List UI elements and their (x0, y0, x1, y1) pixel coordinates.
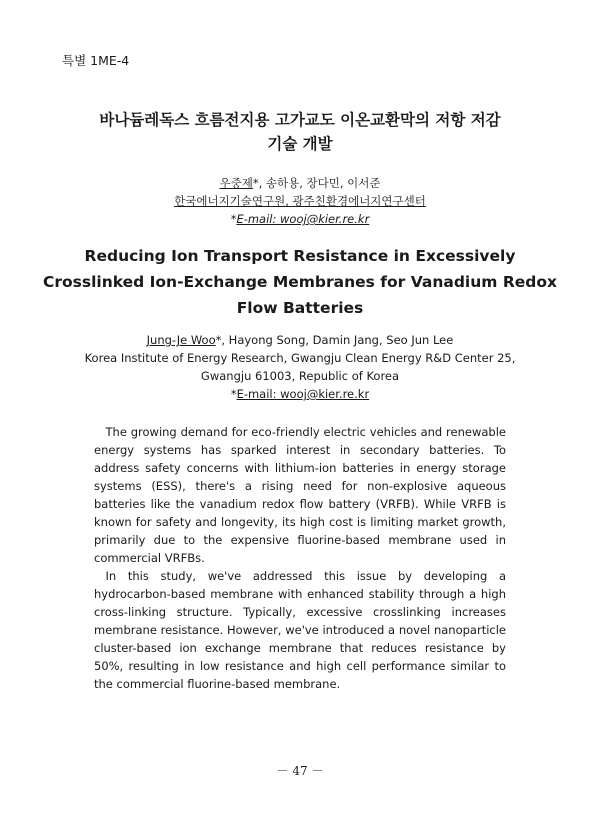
english-title-line3: Flow Batteries (236, 299, 364, 317)
english-affiliation-line1: Korea Institute of Energy Research, Gwangju Clean Energy R&D Center 25, (84, 351, 516, 365)
english-authors-block (40, 331, 560, 403)
korean-email-line (40, 210, 560, 228)
english-authors (40, 331, 560, 349)
english-email-asterisk: * (230, 387, 237, 401)
korean-presenter: 우중제 (219, 176, 253, 190)
korean-title-line1: 바나듐레독스 흐름전지용 고가교도 이온교환막의 저항 저감 (99, 111, 501, 129)
english-affiliation-line2: Gwangju 61003, Republic of Korea (200, 369, 400, 383)
korean-coauthors: *, 송하용, 장다민, 이서준 (252, 176, 381, 190)
abstract-paragraph-1: The growing demand for eco-friendly electric vehicles and renewable energy systems has sparked interest in secondary batteries. To address safety concerns with lithium-ion batteries in energy storage systems (ESS), there's a rising need for non-explosive aqueous batteries like the vanadium redox flow battery (VRFB). While VRFB is known for safety and longevity, its high cost is limiting market growth, primarily due to the expensive fluorine-based membrane used in commercial VRFBs. (94, 425, 506, 565)
abstract-body (94, 423, 506, 693)
english-coauthors: *, Hayong Song, Damin Jang, Seo Jun Lee (215, 333, 454, 347)
english-presenter: Jung-Je Woo (146, 333, 216, 347)
korean-email[interactable]: E-mail: wooj@kier.re.kr (236, 212, 370, 226)
korean-authors (40, 174, 560, 192)
korean-authors-block (40, 174, 560, 228)
page-number: － 47 － (276, 764, 324, 778)
abstract-paragraph-2: In this study, we've addressed this issue by developing a hydrocarbon-based membrane with enhanced stability through a high cross-linking structure. Typically, excessive crosslinking increases membrane resistance. However, we've introduced a novel nanoparticle cluster-based ion exchange membrane that reduces resistance by 50%, resulting in low resistance and high cell performance similar to the commercial fluorine-based membrane. (94, 569, 506, 691)
korean-title-line2: 기술 개발 (267, 135, 333, 153)
english-title-line2: Crosslinked Ion-Exchange Membranes for Vanadium Redox (42, 273, 558, 291)
english-title-line1: Reducing Ion Transport Resistance in Excessively (84, 247, 516, 265)
session-code: 특별 1ME-4 (62, 53, 130, 68)
english-email[interactable]: E-mail: wooj@kier.re.kr (236, 387, 370, 401)
korean-email-asterisk: * (230, 212, 237, 226)
korean-title (40, 108, 560, 156)
english-title (40, 243, 560, 321)
korean-affiliation: 한국에너지기술연구원, 광주친환경에너지연구센터 (174, 194, 426, 208)
english-email-line (40, 385, 560, 403)
